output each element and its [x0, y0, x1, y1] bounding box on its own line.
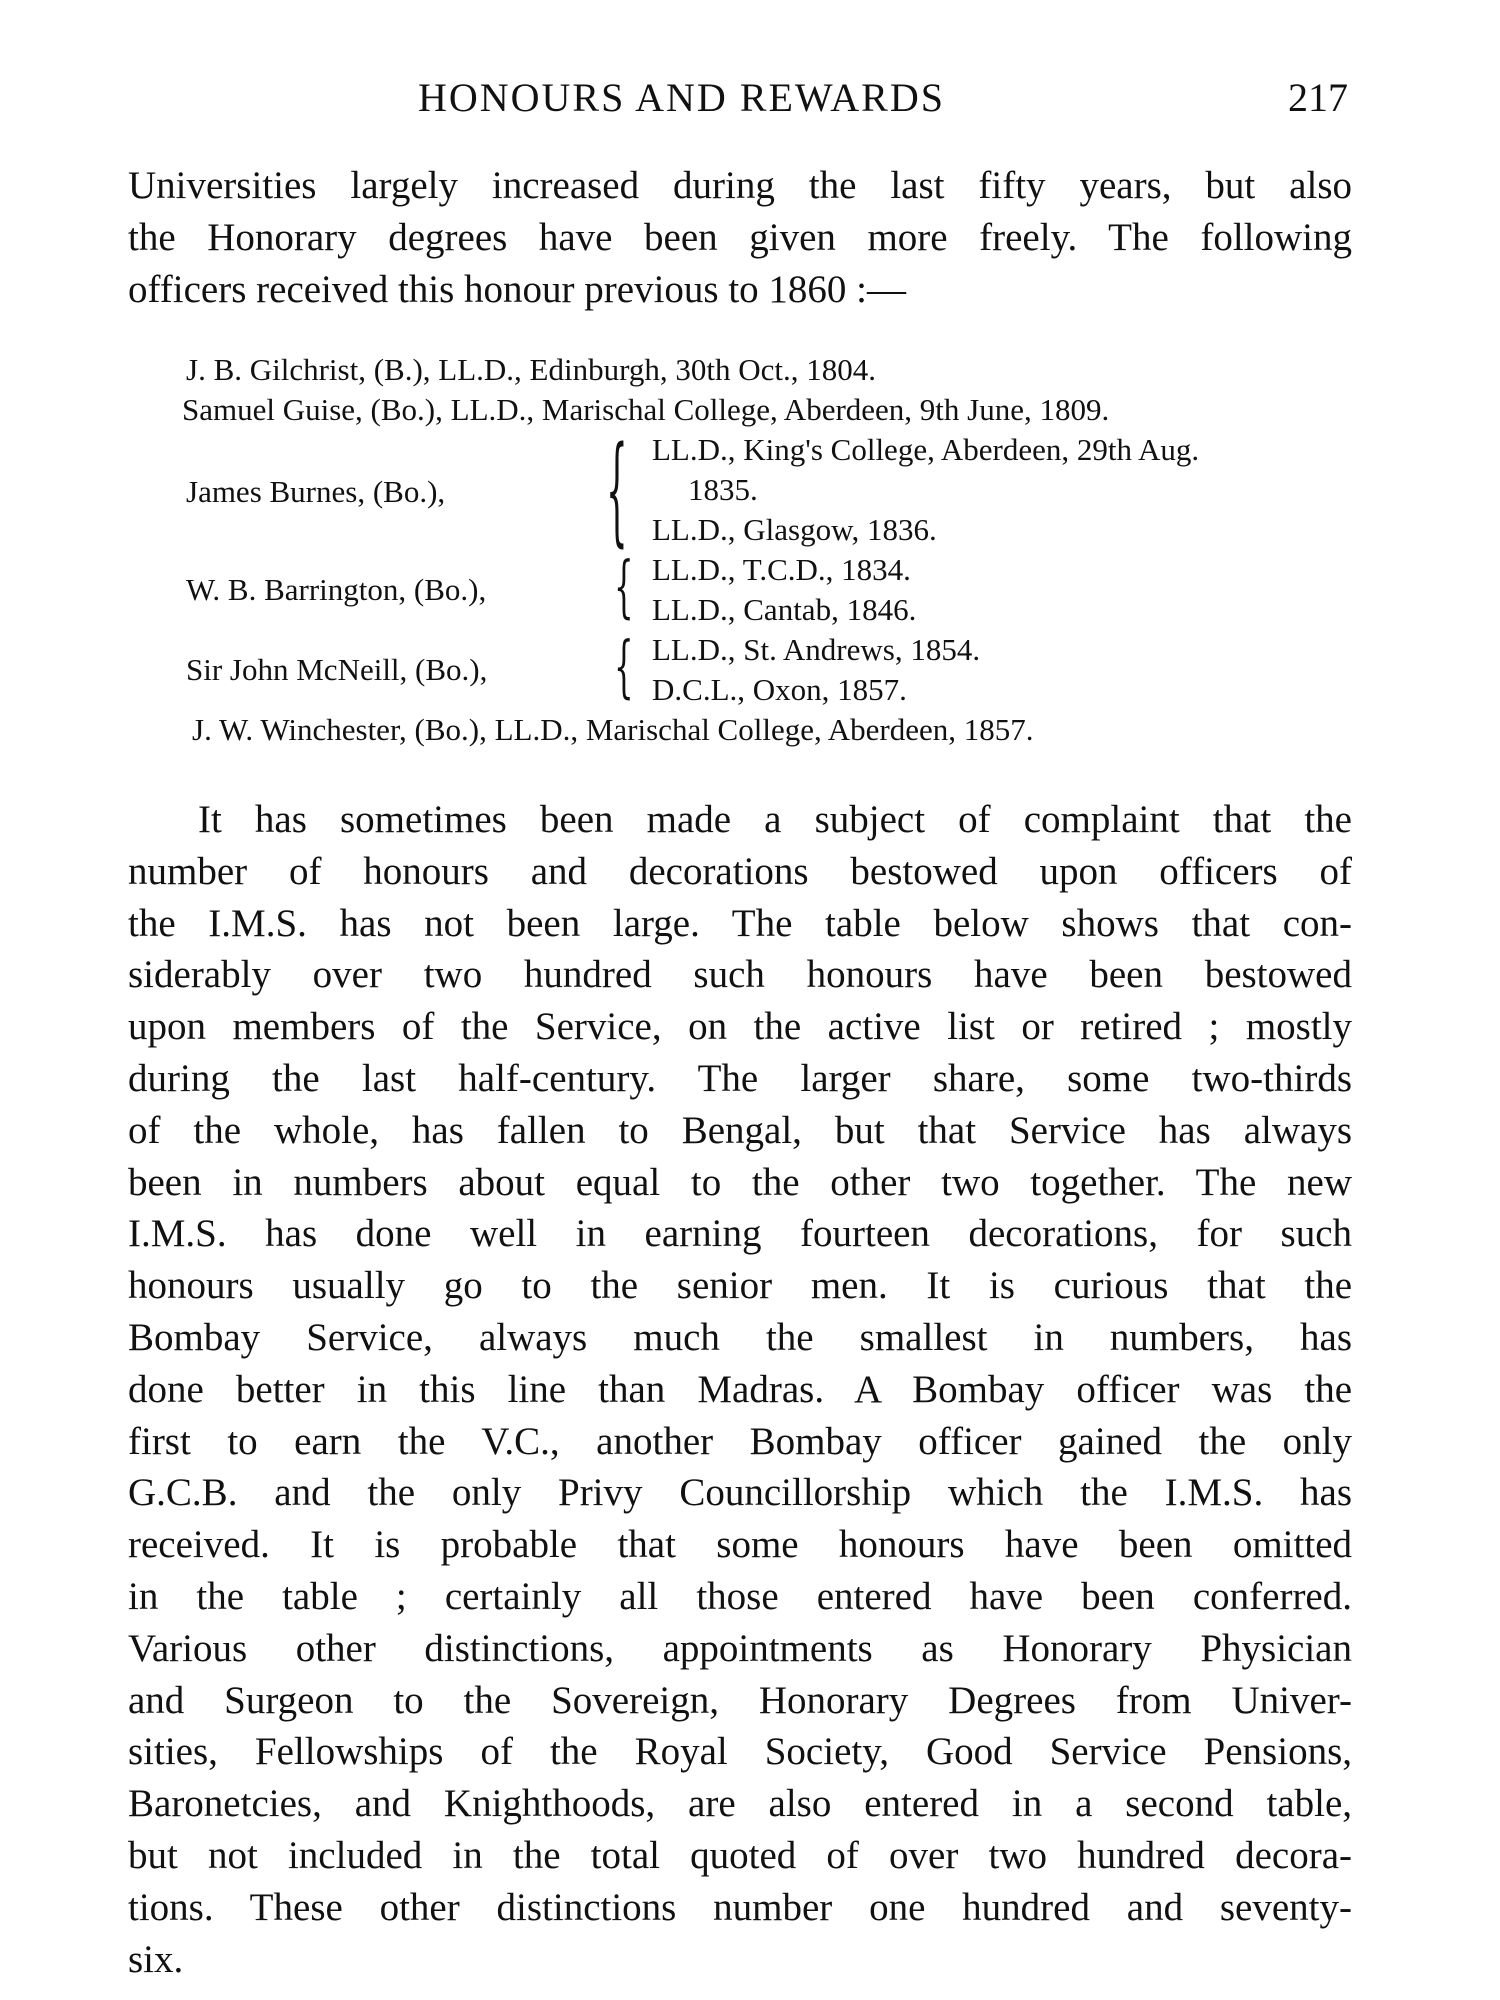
degree-item: LL.D., Glasgow, 1836. — [652, 512, 937, 547]
text-line: Various other distinctions, appointments as Honorary Physician — [128, 1626, 1352, 1670]
brace-glyph: { — [614, 548, 634, 627]
text-line: received. It is probable that some honours have been omitted — [128, 1523, 1352, 1567]
brace-glyph: { — [614, 628, 634, 707]
text-line: done better in this line than Madras. A Bombay officer was the — [128, 1367, 1352, 1411]
text-line: in the table ; certainly all those entered have been conferred. — [128, 1574, 1352, 1618]
degree-item: LL.D., St. Andrews, 1854. — [652, 632, 981, 667]
officer-name: James Burnes, (Bo.), — [186, 474, 446, 509]
text-line: I.M.S. has done well in earning fourteen decorations, for such — [128, 1212, 1352, 1256]
degree-entry: Samuel Guise, (Bo.), LL.D., Marischal College, Aberdeen, 9th June, 1809. — [182, 392, 1110, 427]
text-line: and Surgeon to the Sovereign, Honorary Degrees from Univer- — [128, 1678, 1352, 1722]
degree-item: 1835. — [688, 472, 758, 507]
paragraph-intro — [128, 160, 1352, 315]
text-line: sities, Fellowships of the Royal Society, Good Service Pensions, — [128, 1730, 1352, 1774]
text-line: officers received this honour previous to 1860 :— — [128, 267, 907, 311]
officer-name: W. B. Barrington, (Bo.), — [186, 572, 487, 607]
text-line: the Honorary degrees have been given more freely. The following — [128, 215, 1352, 259]
text-line: honours usually go to the senior men. It is curious that the — [128, 1264, 1352, 1308]
brace-glyph: { — [606, 419, 628, 559]
text-line: number of honours and decorations bestowed upon officers of — [128, 849, 1352, 893]
text-line: six. — [128, 1937, 184, 1981]
degree-item: LL.D., T.C.D., 1834. — [652, 552, 911, 587]
text-line: of the whole, has fallen to Bengal, but that Service has always — [128, 1108, 1352, 1152]
text-line: first to earn the V.C., another Bombay officer gained the only — [128, 1419, 1352, 1463]
page-header — [128, 72, 1348, 124]
text-line: Universities largely increased during the last fifty years, but also — [128, 164, 1352, 207]
text-line: It has sometimes been made a subject of complaint that the — [198, 798, 1352, 841]
degree-entry: J. W. Winchester, (Bo.), LL.D., Marischal College, Aberdeen, 1857. — [192, 712, 1034, 747]
text-line: during the last half-century. The larger share, some two-thirds — [128, 1056, 1352, 1100]
text-line: G.C.B. and the only Privy Councillorship which the I.M.S. has — [128, 1471, 1352, 1515]
text-line: but not included in the total quoted of over two hundred decora- — [128, 1833, 1352, 1877]
page-number: 217 — [1288, 75, 1348, 120]
paragraph-honours — [128, 794, 1352, 1985]
text-line: Bombay Service, always much the smallest in numbers, has — [128, 1315, 1352, 1359]
text-line: been in numbers about equal to the other two together. The new — [128, 1160, 1352, 1204]
officer-name: Sir John McNeill, (Bo.), — [186, 652, 488, 687]
text-line: siderably over two hundred such honours have been bestowed — [128, 953, 1352, 997]
degree-entry: J. B. Gilchrist, (B.), LL.D., Edinburgh, 30th Oct., 1804. — [186, 352, 876, 387]
degree-item: LL.D., Cantab, 1846. — [652, 592, 917, 627]
text-line: upon members of the Service, on the active list or retired ; mostly — [128, 1005, 1352, 1049]
text-line: Baronetcies, and Knighthoods, are also entered in a second table, — [128, 1782, 1352, 1826]
text-line: the I.M.S. has not been large. The table below shows that con- — [128, 901, 1352, 945]
text-line: tions. These other distinctions number one hundred and seventy- — [128, 1885, 1352, 1929]
degree-item: D.C.L., Oxon, 1857. — [652, 672, 907, 707]
running-title: HONOURS AND REWARDS — [418, 75, 945, 120]
degree-item: LL.D., King's College, Aberdeen, 29th Aug. — [652, 432, 1200, 467]
